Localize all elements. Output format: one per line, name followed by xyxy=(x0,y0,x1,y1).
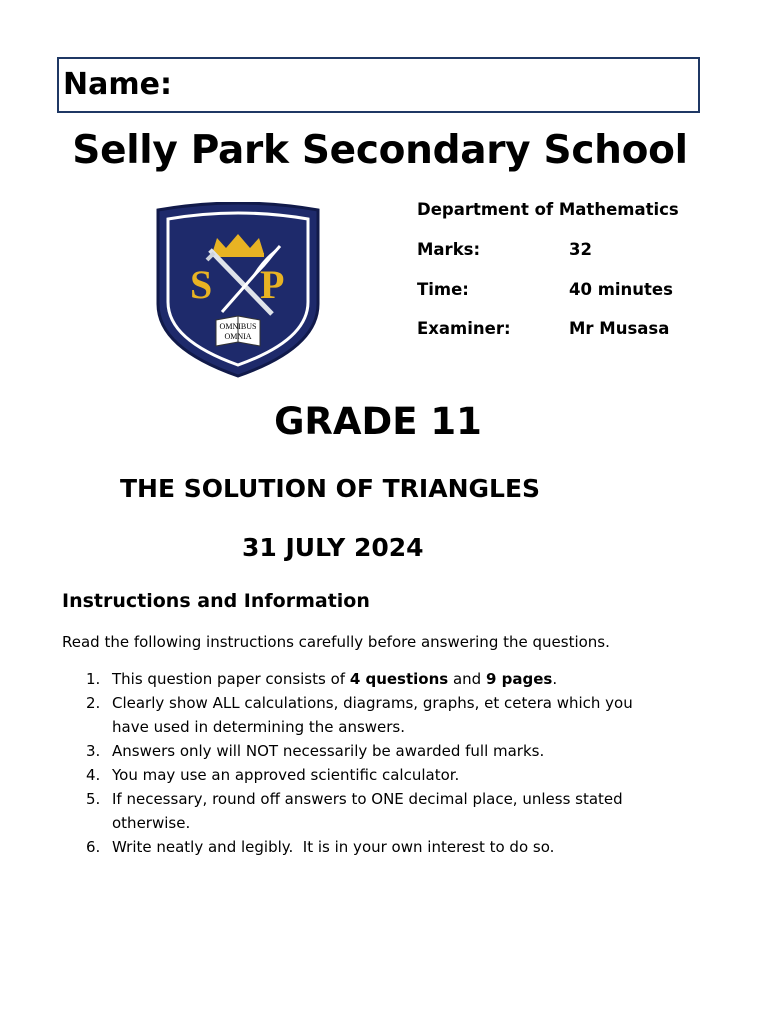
info-row-time xyxy=(417,280,673,299)
school-crest-logo xyxy=(152,202,324,380)
time-value: 40 minutes xyxy=(569,280,673,299)
question-count: 4 questions xyxy=(349,670,449,688)
list-item-text: otherwise. xyxy=(112,814,191,832)
exam-date: 31 JULY 2024 xyxy=(242,533,424,562)
marks-label: Marks: xyxy=(417,240,481,259)
list-item xyxy=(62,691,702,739)
page-count: 9 pages xyxy=(485,670,553,688)
time-label: Time: xyxy=(417,280,469,299)
list-item-number: 3. xyxy=(86,742,101,760)
instructions-heading: Instructions and Information xyxy=(62,590,370,612)
list-item-text: This question paper consists of xyxy=(112,670,350,688)
list-item-text: have used in determining the answers. xyxy=(112,718,406,736)
list-item xyxy=(62,787,702,835)
name-field-box xyxy=(57,57,700,113)
examiner-label: Examiner: xyxy=(417,319,511,338)
list-item-number: 2. xyxy=(86,694,101,712)
info-row-examiner xyxy=(417,319,670,338)
list-item-text: You may use an approved scientific calculator. xyxy=(112,766,460,784)
crest-letter-right: P xyxy=(260,262,285,307)
grade-heading: GRADE 11 xyxy=(274,400,482,443)
list-item xyxy=(62,667,702,691)
list-item xyxy=(62,763,702,787)
info-row-marks xyxy=(417,240,592,259)
list-item-number: 4. xyxy=(86,766,101,784)
crest-letter-left: S xyxy=(190,262,213,307)
list-item-text: If necessary, round off answers to ONE decimal place, unless stated xyxy=(112,790,623,808)
list-item-text: Clearly show ALL calculations, diagrams, graphs, et cetera which you xyxy=(112,694,633,712)
crest-motto-line-2: OMNIA xyxy=(224,332,252,341)
examiner-value: Mr Musasa xyxy=(569,319,670,338)
school-title: Selly Park Secondary School xyxy=(72,128,688,173)
list-item xyxy=(62,739,702,763)
department-label: Department of Mathematics xyxy=(417,200,679,219)
list-item-text: . xyxy=(552,670,558,688)
list-item-number: 1. xyxy=(86,670,101,688)
list-item-number: 6. xyxy=(86,838,101,856)
marks-value: 32 xyxy=(569,240,592,259)
crest-motto-line-1: OMNIBUS xyxy=(219,322,257,331)
instructions-list xyxy=(62,667,702,859)
instructions-intro: Read the following instructions carefully before answering the questions. xyxy=(62,633,610,651)
name-label: Name: xyxy=(63,67,172,102)
list-item-text: and xyxy=(448,670,486,688)
list-item-text: Answers only will NOT necessarily be awarded full marks. xyxy=(112,742,545,760)
topic-heading: THE SOLUTION OF TRIANGLES xyxy=(120,474,541,503)
list-item-text: Write neatly and legibly. It is in your own interest to do so. xyxy=(112,838,555,856)
list-item xyxy=(62,835,702,859)
list-item-number: 5. xyxy=(86,790,101,808)
